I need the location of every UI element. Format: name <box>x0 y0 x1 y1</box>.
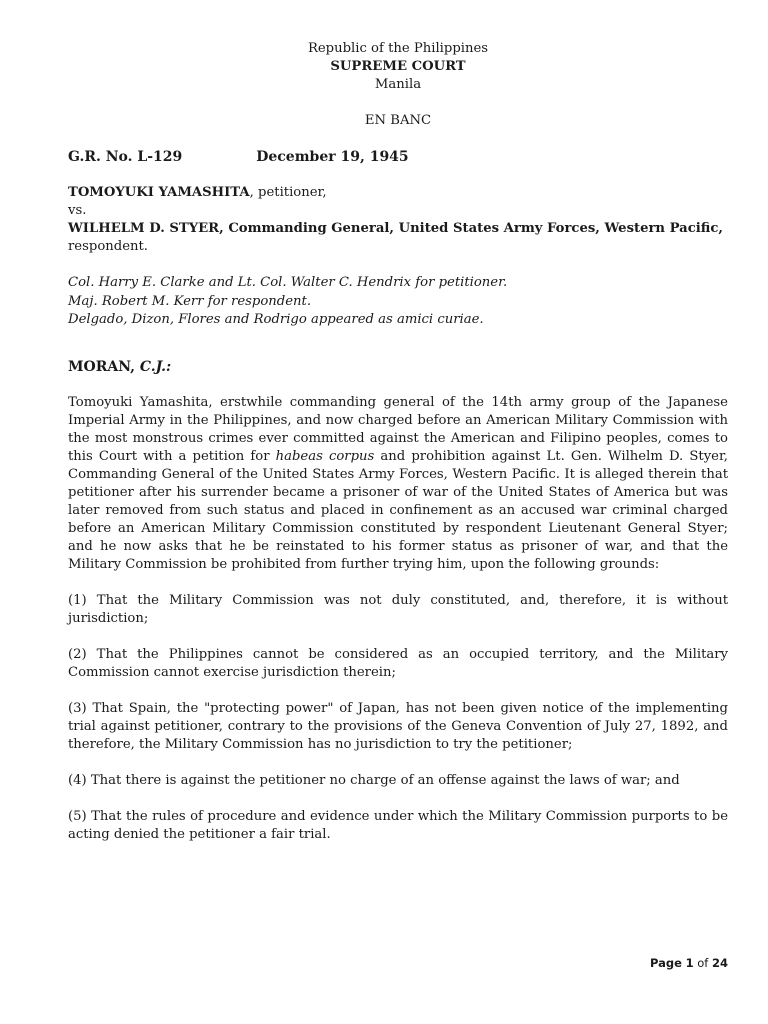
page-label: Page <box>649 956 682 970</box>
petitioner-role: , petitioner, <box>249 185 327 200</box>
intro-paragraph <box>68 394 728 574</box>
court-name: SUPREME COURT <box>330 59 466 74</box>
author-name: MORAN, <box>68 358 135 375</box>
document-content <box>68 40 728 844</box>
decision-date: December 19, 1945 <box>256 149 409 165</box>
ground-paragraph: (2) That the Philippines cannot be considered as an occupied territory, and the Military Commission cannot exercise jurisdiction therein; <box>68 646 728 680</box>
counsel-line: Delgado, Dizon, Flores and Rodrigo appeared as amici curiae. <box>68 312 484 327</box>
intro-text-part1: Tomoyuki Yamashita, erstwhile commanding general of the 14th army group of the Japanese Imperial Army in the Philippines, and now charged before an American Military Commission with the most monstrous crimes ever committed against the American and Filipino peoples, comes to this Court with a petition for <box>68 394 728 464</box>
counsel-block <box>68 274 728 330</box>
court-header <box>68 40 728 130</box>
ground-paragraph: (3) That Spain, the "protecting power" of Japan, has not been given notice of the implementing trial against petitioner, contrary to the provisions of the Geneva Convention of July 27, 1892, and therefore, the Military Commission has no jurisdiction to try the petitioner; <box>68 700 728 752</box>
versus-line: vs. <box>68 203 87 218</box>
counsel-line: Col. Harry E. Clarke and Lt. Col. Walter C. Hendrix for petitioner. <box>68 275 508 290</box>
ground-paragraph: (1) That the Military Commission was not duly constituted, and, therefore, it is without jurisdiction; <box>68 592 728 626</box>
page-total: 24 <box>711 956 728 970</box>
respondent-role: respondent. <box>68 239 148 254</box>
respondent-line <box>68 220 728 256</box>
author-title: C.J.: <box>139 358 172 375</box>
respondent-name: WILHELM D. STYER, Commanding General, United States Army Forces, Western Pacific, <box>68 221 723 236</box>
ground-paragraph: (4) That there is against the petitioner no charge of an offense against the laws of war; and <box>68 772 680 788</box>
gr-number: G.R. No. L-129 <box>68 149 183 165</box>
opinion-author <box>68 358 728 376</box>
city-line: Manila <box>374 77 422 92</box>
counsel-line: Maj. Robert M. Kerr for respondent. <box>68 293 312 309</box>
petitioner-name: TOMOYUKI YAMASHITA <box>68 185 250 200</box>
parties-block <box>68 184 728 256</box>
ground-paragraph: (5) That the rules of procedure and evidence under which the Military Commission purports to be acting denied the petitioner a fair trial. <box>68 808 728 842</box>
petitioner-line <box>68 184 728 202</box>
intro-emphasis: habeas corpus <box>275 448 375 464</box>
country-line: Republic of the Philippines <box>307 41 489 56</box>
intro-text-part2: and prohibition against Lt. Gen. Wilhelm D. Styer, Commanding General of the United States Army Forces, Western Pacific. It is alleged therein that petitioner after his surrender became a prisoner of war of the United States of America but was later removed from such status and placed in confinement as an accused war criminal charged before an American Military Commission constituted by respondent Lieutenant General Styer; and he now asks that he be reinstated to his former status as prisoner of war, and that the Military Commission be prohibited from further trying him, upon the following grounds: <box>68 448 728 572</box>
case-number-line <box>68 148 728 166</box>
division-line: EN BANC <box>364 113 432 128</box>
page-number <box>650 954 728 972</box>
page-of: of <box>697 956 709 970</box>
page-current: 1 <box>685 956 694 970</box>
